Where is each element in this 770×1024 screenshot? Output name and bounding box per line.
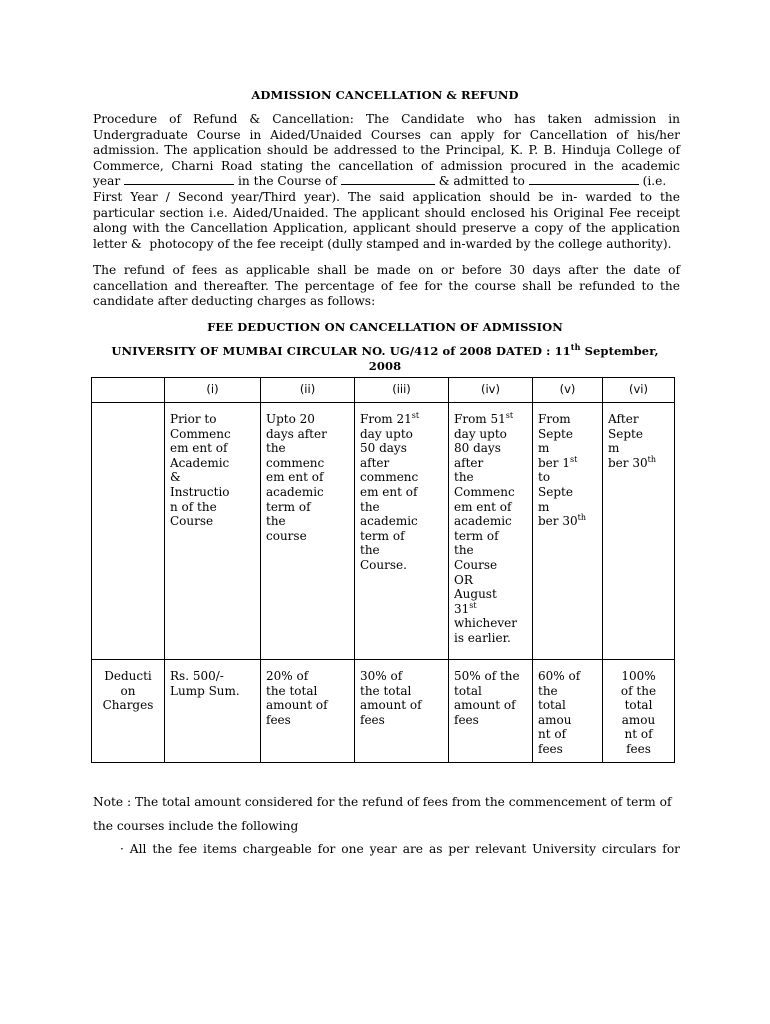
table-cell: 30% of the total amount of fees [355,660,449,763]
table-cell: Prior to Commenc em ent of Academic & Instructio n of the Course [165,403,261,660]
table-header-cell [92,378,165,403]
course-blank[interactable] [341,174,435,185]
refund-procedure-paragraph [93,112,680,252]
table-row-period [92,403,675,660]
table-row-charges [92,660,675,763]
fee-deduction-table [91,377,675,763]
paragraph-line: letter & photocopy of the fee receipt (dully stamped and in-warded by the college authority). [93,236,672,251]
year-blank-line: year in the Course of & admitted to (i.e. [93,174,667,189]
table-cell [92,403,165,660]
note-line: Note : The total amount considered for the refund of fees from the commencement of term of [93,795,672,809]
note-paragraph [93,790,693,838]
table-cell: From Septe m ber 1st to Septe m ber 30th [533,403,603,660]
table-cell: 60% of the total amou nt of fees [533,660,603,763]
table-header-cell: (v) [533,378,603,403]
admitted-to-blank[interactable] [529,174,639,185]
paragraph-line: Undergraduate Course in Aided/Unaided Courses can apply for Cancellation of his/her [93,127,680,142]
fee-deduction-heading: FEE DEDUCTION ON CANCELLATION OF ADMISSION [207,320,563,334]
note-line: the courses include the following [93,819,299,833]
paragraph-line: First Year / Second year/Third year). The said application should be in- warded to the [93,189,680,204]
table-cell: Deducti on Charges [92,660,165,763]
table-header-row [92,378,675,403]
paragraph-line: Procedure of Refund & Cancellation: The Candidate who has taken admission in [93,112,680,126]
paragraph-line: admission. The application should be addressed to the Principal, K. P. B. Hinduja College of [93,143,680,158]
table-cell: 50% of the total amount of fees [449,660,533,763]
table-header-cell: (iii) [355,378,449,403]
paragraph-line: cancellation and thereafter. The percentage of fee for the course shall be refunded to the [93,278,680,293]
paragraph-line: The refund of fees as applicable shall be made on or before 30 days after the date of [93,263,680,277]
table-header-cell: (vi) [603,378,675,403]
refund-terms-paragraph [93,263,680,310]
table-header-cell: (iv) [449,378,533,403]
paragraph-line: candidate after deducting charges as follows: [93,294,376,309]
table-cell: From 21st day upto 50 days after commenc em ent of the academic term of the Course. [355,403,449,660]
bullet-item: · All the fee items chargeable for one year are as per relevant University circulars for [120,842,680,856]
paragraph-line: particular section i.e. Aided/Unaided. The applicant should enclosed his Original Fee receipt [93,205,680,220]
table-cell: 100% of the total amou nt of fees [603,660,675,763]
table-header-cell: (i) [165,378,261,403]
table-cell: After Septe m ber 30th [603,403,675,660]
table-cell: Rs. 500/- Lump Sum. [165,660,261,763]
page-title: ADMISSION CANCELLATION & REFUND [251,88,519,102]
table-cell: Upto 20 days after the commenc em ent of academic term of the course [261,403,355,660]
table-cell: 20% of the total amount of fees [261,660,355,763]
paragraph-line: along with the Cancellation Application, applicant should preserve a copy of the application [93,221,680,236]
paragraph-line: Commerce, Charni Road stating the cancellation of admission procured in the academic [93,158,680,173]
year-blank[interactable] [124,174,234,185]
circular-heading: UNIVERSITY OF MUMBAI CIRCULAR NO. UG/412 of 2008 DATED : 11th September, 2008 [111,342,659,373]
table-header-cell: (ii) [261,378,355,403]
table-cell: From 51st day upto 80 days after the Commenc em ent of academic term of the Course OR August 31st whichever is earlier. [449,403,533,660]
